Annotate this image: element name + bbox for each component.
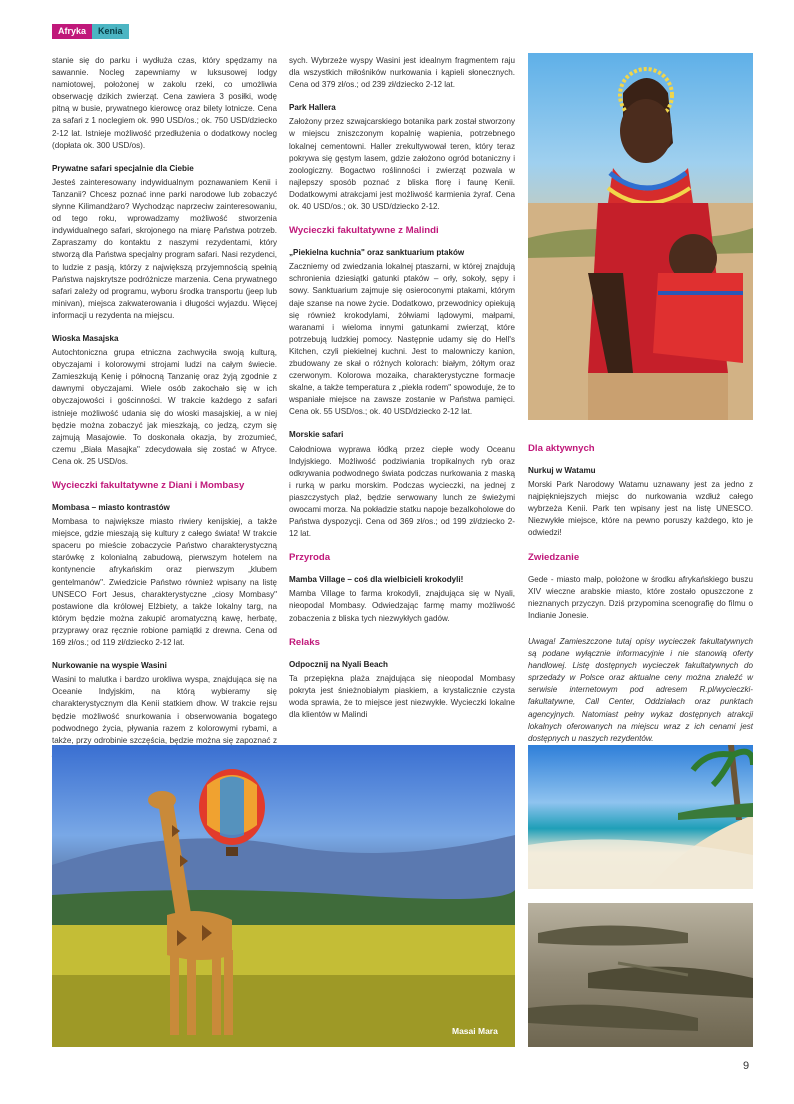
bird-sanctuary-text: Zaczniemy od zwiedzania lokalnej ptaszarni, w której znajdują schronienia dziesiątki gatunki ptaków – orły, sokoły, sępy i sowy. Sanktuarium zajmuje się osieroconymi ptakami, którym daje szanse na nowe życie. Dodatkowo, przewodnicy opiekują się również krokodylami, żółwiami lądowymi, małpami, waranami i wieloma innymi gatunkami zwierząt, które potrzebują ludzkiej pomocy. Następnie udamy się do Hell's Kitchen, czyli piekielnej kuchni. Jest to malowniczy kanion, zbudowany ze skał o różnych kolorach: białym, żółtym oraz czerwonym. Kolorowa mozaika, charakterystyczne formacje skalne, a także temperatura z „piekła rodem" spowoduje, że to wspaniałe miejsce na zawsze zostanie w Państwa pamięci. Cena ok. 55 USD/os.; ok. 40 USD/dziecko 2-12 lat. — [289, 262, 515, 417]
nyali-beach-text: Ta przepiękna plaża znajdująca się nieopodal Mombasy pokryta jest śnieżnobiałym piaskiem, a krystalicznie czysta woda sprawia, że to miejsce jest niezwykłe. Wycieczki lokalne dla klientów w Malindi — [289, 673, 515, 720]
tag-continent: Afryka — [52, 24, 92, 39]
haller-park-heading: Park Hallera — [289, 103, 336, 113]
watamu-heading: Nurkuj w Watamu — [528, 466, 596, 475]
photo-caption: Masai Mara — [452, 1026, 498, 1036]
nyali-beach-heading: Odpocznij na Nyali Beach — [289, 659, 388, 669]
masai-woman-illustration — [528, 53, 753, 420]
giraffe-balloon-illustration — [52, 745, 515, 1047]
beach-illustration — [528, 745, 753, 889]
section-nature-heading: Przyroda — [289, 552, 331, 564]
column-right — [528, 438, 753, 745]
beach-photo — [528, 745, 753, 889]
column-left — [52, 55, 277, 770]
private-safari-text: Jesteś zainteresowany indywidualnym poznawaniem Kenii i Tanzanii? Chcesz poznać inne parki narodowe lub zobaczyć słynne Kilimandżaro? Wychodząc naprzeciw zainteresowaniu, od tego roku, wprowadzamy możliwość stworzenia indywidualnego safari, skrojonego na miarę Państwa potrzeb. Zapraszamy do kontaktu z naszymi rezydentami, który stworzą dla Państwa specjalny program safari. Nasi rezydenci, to ludzie z pasją, którzy z największą przyjemnością spełnią Państwa najskrytsze podróżnicze marzenia. Cena prywatnego safari zależy od programu, wyboru środka transportu (jeep lub minivan), miejsca zakwaterowania i długości wyjazdu. Więcej informacji u rezydenta na miejscu. — [52, 177, 277, 320]
masai-mara-photo — [52, 745, 515, 1047]
mamba-village-heading: Mamba Village – coś dla wielbicieli krokodyli! — [289, 575, 464, 585]
watamu-text: Morski Park Narodowy Watamu uznawany jest za jedno z najpiękniejszych miejsc do nurkowania wzdłuż całego wybrzeża Kenii. Park ten wpisany jest na listę UNESCO. Niezwykłe miejsce, które na pewno poruszy każdego, kto je odwiedzi! — [528, 480, 753, 538]
wasini-continued-text: sych. Wybrzeże wyspy Wasini jest idealnym fragmentem raju dla wszystkich miłośników nurkowania i kąpieli słonecznych. Cena od 379 zł/os.; od 239 zł/dziecko 2-12 lat. — [289, 56, 515, 90]
gede-text: Gede - miasto małp, położone w środku afrykańskiego buszu XIV wieczne arabskie miasto, które zostało opuszczone z nieznanych przyczyn. Dziś przypomina scenografię do filmu o Indianie Jonesie. — [528, 574, 753, 620]
mombasa-text: Mombasa to największe miasto riwiery kenijskiej, a także miejsce, gdzie mieszają się kultury z całego świata! W trakcie spaceru po mieście zobaczycie Państwo charakterystyczną starówkę z kolonialną zabudową, pierwszym hotelem na kontynencie afrykańskim oraz pierwszym „klubem gentelmanów". Zwiedzicie Państwo również wpisany na listę UNSECO Fort Jesus, charakterystyczne „ciosy Mombasy" postawione dla królowej Elżbiety, a także lokalny targ, na którym będzie można zakupić aromatyczną kawę, herbatę, przyprawy oraz ręcznie robione pamiątki z drewna. Cena od 169 zł/os.; od 119 zł/dziecko 2-12 lat. — [52, 517, 277, 648]
section-diani-heading: Wycieczki fakultatywne z Diani i Mombasy — [52, 480, 245, 491]
disclaimer-note: Uwaga! Zamieszczone tutaj opisy wycieczek fakultatywnych są podane wyłącznie informacyjnie i nie stanowią oferty handlowej. Listę dostępnych wycieczek fakultatywnych do sprzedaży w Polsce oraz aktualne ceny można znaleźć w serwisie internetowym pod adresem R.pl/wycieczki-fakultatywne, Call Center, Oddziałach oraz punktach agencyjnych. Natomiast pełny wykaz dostępnych atrakcji lokalnych oferowanych na miejscu wraz z ich cenami jest dostępnych u naszych rezydentów. — [528, 636, 753, 743]
section-relax-heading: Relaks — [289, 636, 320, 648]
safari-intro-text: stanie się do parku i wydłuża czas, który spędzamy na sawannie. Nocleg zapewniamy w luksusowej lodgy namiotowej, położonej w zakolu rzeki, co umożliwia obserwację dzikich zwierząt. Cena zawiera 3 posiłki, wodę pitną w busie, prywatnego kierowcę oraz bilety lotnicze. Cena za safari z 1 noclegiem ok. 990 USD/os.; ok. 750 USD/dziecko 2-12 lat. Istnieje możliwość przedłużenia o dodatkowy nocleg (dopłata ok. 300 USD/os). — [52, 56, 277, 150]
sea-safari-heading: Morskie safari — [289, 430, 344, 440]
mombasa-heading: Mombasa – miasto kontrastów — [52, 503, 170, 512]
masai-woman-photo — [528, 53, 753, 420]
breadcrumb-tabs — [52, 24, 129, 39]
sea-safari-text: Całodniowa wyprawa łódką przez ciepłe wody Oceanu Indyjskiego. Możliwość podziwiania tropikalnych ryb oraz odkrywania podwodnego świata podczas nurkowania z maską i rurką w parku morskim. Podczas wycieczki, na jednej z piaszczystych plaż, będzie serwowany lunch ze świeżymi owocami morza. Na pokładzie statku napoje bezalkoholowe do Państwa dyspozycji. Cena od 369 zł/os.; od 199 zł/dziecko 2-12 lat. — [289, 444, 515, 539]
crocodiles-illustration — [528, 903, 753, 1047]
masai-village-text: Autochtoniczna grupa etniczna zachwyciła swoją kulturą, obyczajami i kolorowymi strojami ludzi na całym świecie. Zamieszkują Kenię i północną Tanzanię oraz żyją zgodnie z dawnymi obyczajami. Wiele osób zakochało się w ich obyczajowości i gościnności. W trakcie każdego z safari istnieje możliwość udania się do wioski masajskiej, a w niej będzie można zobaczyć jak mieszkają, co jedzą, czym się zajmują Masajowie. To doskonała okazja, by zrozumieć, czemu „Biała Masajka" zdecydowała się zostać w Afryce. Cena ok. 25 USD/os. — [52, 348, 277, 466]
tag-country: Kenia — [92, 24, 129, 39]
haller-park-text: Założony przez szwajcarskiego botanika park został stworzony w miejscu zniszczonym kopalnię wapienia, potrzebnego lokalnej cementowni. Haller zrekultywował teren, który teraz pokrywa się gęstym lasem, gdzie założono ogród botaniczny i zoologiczny. Bogactwo roślinności i zwierząt pozwala w najlepszy sposób poznać z bliska florę i faunę Kenii. Dodatkowymi atrakcjami jest możliwość karmienia żyraf. Cena ok. 40 USD/os.; ok. 30 USD/dziecko 2-12. — [289, 117, 515, 212]
column-middle — [289, 55, 515, 732]
page-number: 9 — [743, 1060, 750, 1072]
wasini-heading: Nurkowanie na wyspie Wasini — [52, 661, 167, 671]
section-malindi-heading: Wycieczki fakultatywne z Malindi — [289, 225, 439, 237]
crocodiles-photo — [528, 903, 753, 1047]
masai-village-heading: Wioska Masajska — [52, 333, 119, 343]
wasini-text: Wasini to malutka i bardzo urokliwa wyspa, znajdująca się na Oceanie Indyjskim, na którą wybieramy się charakterystycznym dla Kenii statkiem dhow. W trakcie rejsu będzie możliwość snurkowania i obserwowania bogatego podwodnego życia, pływania razem z kolorowymi rybami, a także, przy odrobinie szczęścia, będzie można się zapoznać z — [52, 675, 277, 745]
private-safari-heading: Prywatne safari specjalnie dla Ciebie — [52, 163, 194, 173]
section-active-heading: Dla aktywnych — [528, 443, 595, 454]
bird-sanctuary-heading: „Piekielna kuchnia" oraz sanktuarium ptaków — [289, 248, 465, 258]
mamba-village-text: Mamba Village to farma krokodyli, znajdująca się w Nyali, nieopodal Mombasy. Odwiedzając farmę mamy możliwość zobaczenia z bliska tych niezwykłych gadów. — [289, 589, 515, 623]
section-sightseeing-heading: Zwiedzanie — [528, 551, 580, 563]
